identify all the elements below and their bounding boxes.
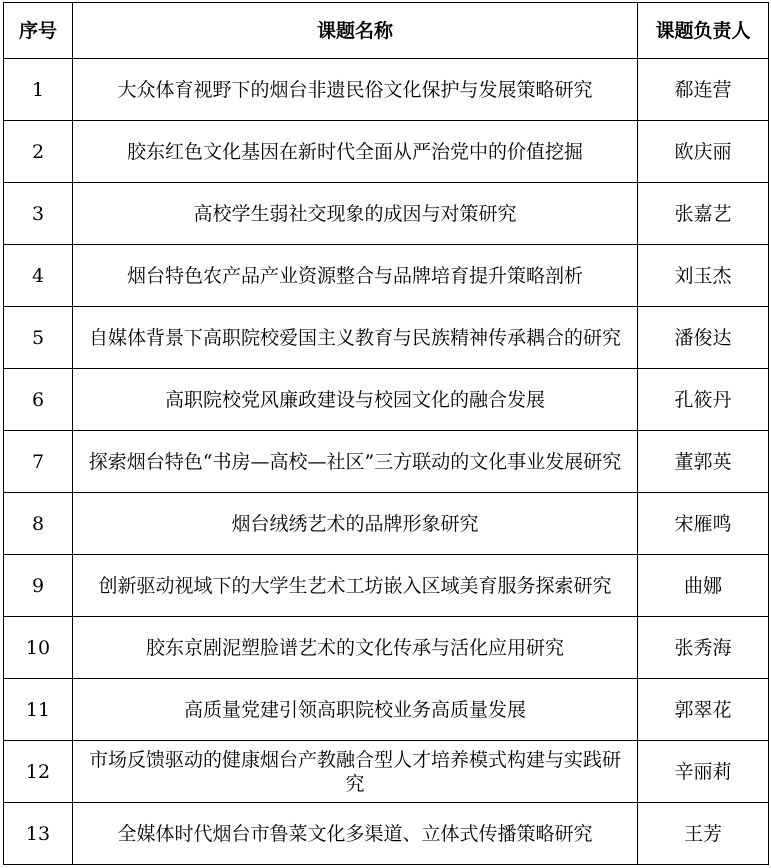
project-table (3, 2, 769, 865)
row-lead: 曲娜 (638, 555, 769, 617)
row-index: 6 (4, 369, 73, 431)
table-row (4, 59, 769, 121)
row-title: 高质量党建引领高职院校业务高质量发展 (73, 679, 638, 741)
table-row (4, 679, 769, 741)
row-title: 探索烟台特色“书房—高校—社区”三方联动的文化事业发展研究 (73, 431, 638, 493)
table-row (4, 245, 769, 307)
row-lead: 辛丽莉 (638, 741, 769, 803)
table-row (4, 431, 769, 493)
header-index: 序号 (4, 3, 73, 59)
row-index: 1 (4, 59, 73, 121)
row-lead: 刘玉杰 (638, 245, 769, 307)
row-lead: 王芳 (638, 803, 769, 865)
header-title: 课题名称 (73, 3, 638, 59)
row-index: 7 (4, 431, 73, 493)
row-title: 创新驱动视域下的大学生艺术工坊嵌入区域美育服务探索研究 (73, 555, 638, 617)
row-title: 市场反馈驱动的健康烟台产教融合型人才培养模式构建与实践研究 (73, 741, 638, 803)
row-title: 烟台绒绣艺术的品牌形象研究 (73, 493, 638, 555)
table-row (4, 369, 769, 431)
row-lead: 潘俊达 (638, 307, 769, 369)
row-index: 4 (4, 245, 73, 307)
table-row (4, 555, 769, 617)
row-title: 高校学生弱社交现象的成因与对策研究 (73, 183, 638, 245)
table-row (4, 617, 769, 679)
row-title: 自媒体背景下高职院校爱国主义教育与民族精神传承耦合的研究 (73, 307, 638, 369)
table-row (4, 307, 769, 369)
header-row (4, 3, 769, 59)
table-row (4, 183, 769, 245)
row-lead: 郗连营 (638, 59, 769, 121)
table-row (4, 121, 769, 183)
table-row (4, 493, 769, 555)
row-lead: 张嘉艺 (638, 183, 769, 245)
row-title: 烟台特色农产品产业资源整合与品牌培育提升策略剖析 (73, 245, 638, 307)
row-index: 8 (4, 493, 73, 555)
row-index: 12 (4, 741, 73, 803)
row-lead: 孔筱丹 (638, 369, 769, 431)
row-index: 9 (4, 555, 73, 617)
row-index: 13 (4, 803, 73, 865)
row-title: 胶东红色文化基因在新时代全面从严治党中的价值挖掘 (73, 121, 638, 183)
row-title: 大众体育视野下的烟台非遗民俗文化保护与发展策略研究 (73, 59, 638, 121)
row-lead: 郭翠花 (638, 679, 769, 741)
row-title: 胶东京剧泥塑脸谱艺术的文化传承与活化应用研究 (73, 617, 638, 679)
row-index: 10 (4, 617, 73, 679)
row-index: 11 (4, 679, 73, 741)
row-index: 5 (4, 307, 73, 369)
row-title: 全媒体时代烟台市鲁菜文化多渠道、立体式传播策略研究 (73, 803, 638, 865)
row-index: 3 (4, 183, 73, 245)
row-lead: 董郭英 (638, 431, 769, 493)
row-index: 2 (4, 121, 73, 183)
row-title: 高职院校党风廉政建设与校园文化的融合发展 (73, 369, 638, 431)
table-row (4, 741, 769, 803)
header-lead: 课题负责人 (638, 3, 769, 59)
row-lead: 欧庆丽 (638, 121, 769, 183)
table-row (4, 803, 769, 865)
row-lead: 张秀海 (638, 617, 769, 679)
row-lead: 宋雁鸣 (638, 493, 769, 555)
